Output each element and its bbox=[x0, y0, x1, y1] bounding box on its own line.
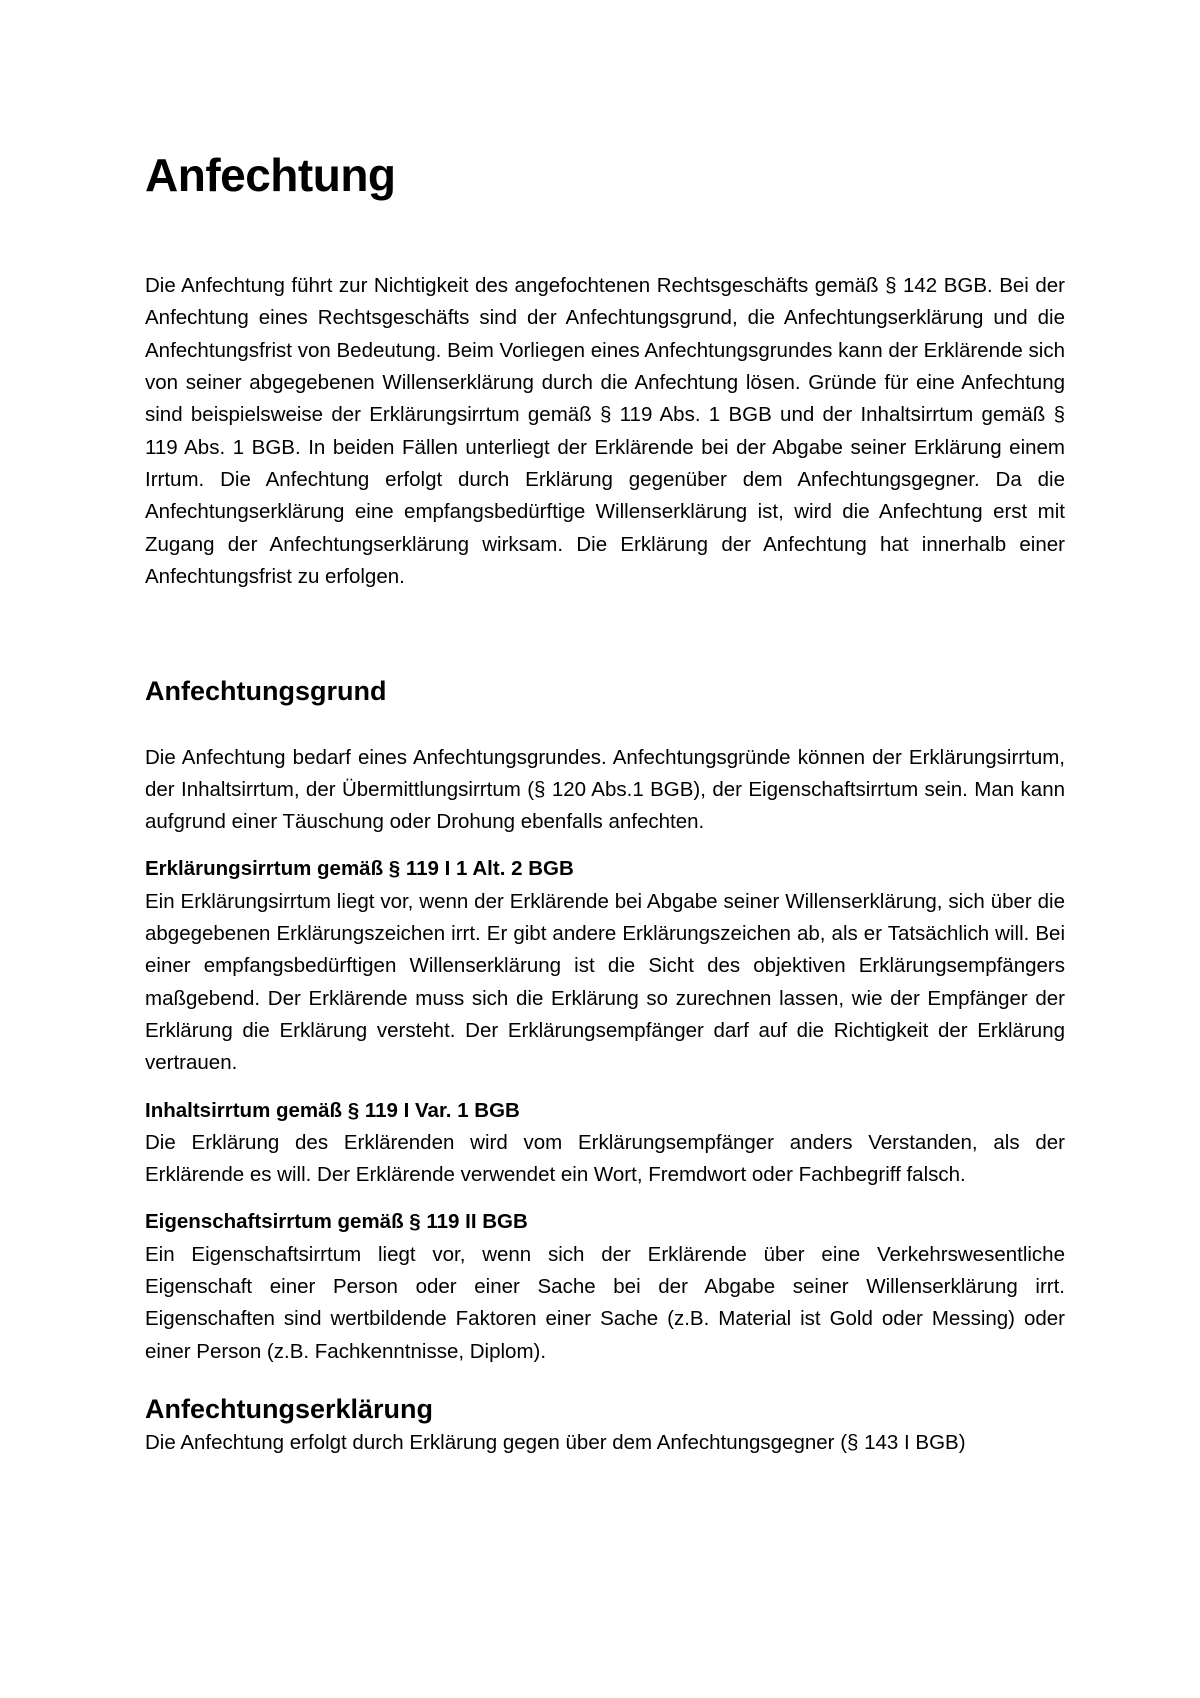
page-title: Anfechtung bbox=[145, 149, 396, 201]
subheading-eigenschaftsirrtum: Eigenschaftsirrtum gemäß § 119 II BGB bbox=[145, 1210, 528, 1234]
erklaerungsirrtum-paragraph: Ein Erklärungsirrtum liegt vor, wenn der Erklärende bei Abgabe seiner Willenserklärung, sich über die abgegebenen Erklärungszeichen irrt. Er gibt andere Erklärungszeichen ab, als er Tatsächlich will. Bei einer empfangsbedürftigen Willenserklärung ist die Sicht des objektiven Erklärungsempfängers maßgebend. Der Erklärende muss sich die Erklärung so zurechnen lassen, wie der Empfänger der Erklärung die Erklärung versteht. Der Erklärungsempfänger darf auf die Richtigkeit der Erklärung vertrauen. bbox=[145, 889, 1065, 1075]
heading-anfechtungsgrund: Anfechtungsgrund bbox=[145, 676, 387, 707]
intro-paragraph: Die Anfechtung führt zur Nichtigkeit des angefochtenen Rechtsgeschäfts gemäß § 142 BGB. Bei der Anfechtung eines Rechtsgeschäfts sind der Anfechtungsgrund, die Anfechtungserklärung und die Anfechtungsfrist von Bedeutung. Beim Vorliegen eines Anfechtungsgrundes kann der Erklärende sich von seiner abgegebenen Willenserklärung durch die Anfechtung lösen. Gründe für eine Anfechtung sind beispielsweise der Erklärungsirrtum gemäß § 119 Abs. 1 BGB und der Inhaltsirrtum gemäß § 119 Abs. 1 BGB. In beiden Fällen unterliegt der Erklärende bei der Abgabe seiner Erklärung einem Irrtum. Die Anfechtung erfolgt durch Erklärung gegenüber dem Anfechtungsgegner. Da die Anfechtungserklärung eine empfangsbedürftige Willenserklärung ist, wird die Anfechtung erst mit Zugang der Anfechtungserklärung wirksam. Die Erklärung der Anfechtung hat innerhalb einer Anfechtungsfrist zu erfolgen. bbox=[145, 274, 1065, 588]
heading-anfechtungserklaerung: Anfechtungserklärung bbox=[145, 1393, 434, 1424]
subheading-inhaltsirrtum: Inhaltsirrtum gemäß § 119 I Var. 1 BGB bbox=[145, 1098, 520, 1122]
anfechtungserklaerung-paragraph: Die Anfechtung erfolgt durch Erklärung gegen über dem Anfechtungsgegner (§ 143 I BGB) bbox=[145, 1431, 966, 1455]
subheading-erklaerungsirrtum: Erklärungsirrtum gemäß § 119 I 1 Alt. 2 BGB bbox=[145, 857, 574, 881]
inhaltsirrtum-paragraph: Die Erklärung des Erklärenden wird vom Erklärungsempfänger anders Verstanden, als der Erklärende es will. Der Erklärende verwendet ein Wort, Fremdwort oder Fachbegriff falsch. bbox=[145, 1130, 1065, 1187]
anfechtungsgrund-paragraph: Die Anfechtung bedarf eines Anfechtungsgrundes. Anfechtungsgründe können der Erklärungsirrtum, der Inhaltsirrtum, der Übermittlungsirrtum (§ 120 Abs.1 BGB), der Eigenschaftsirrtum sein. Man kann aufgrund einer Täuschung oder Drohung ebenfalls anfechten. bbox=[145, 745, 1065, 834]
document-content bbox=[145, 148, 1065, 1460]
eigenschaftsirrtum-paragraph: Ein Eigenschaftsirrtum liegt vor, wenn sich der Erklärende über eine Verkehrswesentliche Eigenschaft einer Person oder einer Sache bei der Abgabe seiner Willenserklärung irrt. Eigenschaften sind wertbildende Faktoren einer Sache (z.B. Material ist Gold oder Messing) oder einer Person (z.B. Fachkenntnisse, Diplom). bbox=[145, 1242, 1065, 1363]
